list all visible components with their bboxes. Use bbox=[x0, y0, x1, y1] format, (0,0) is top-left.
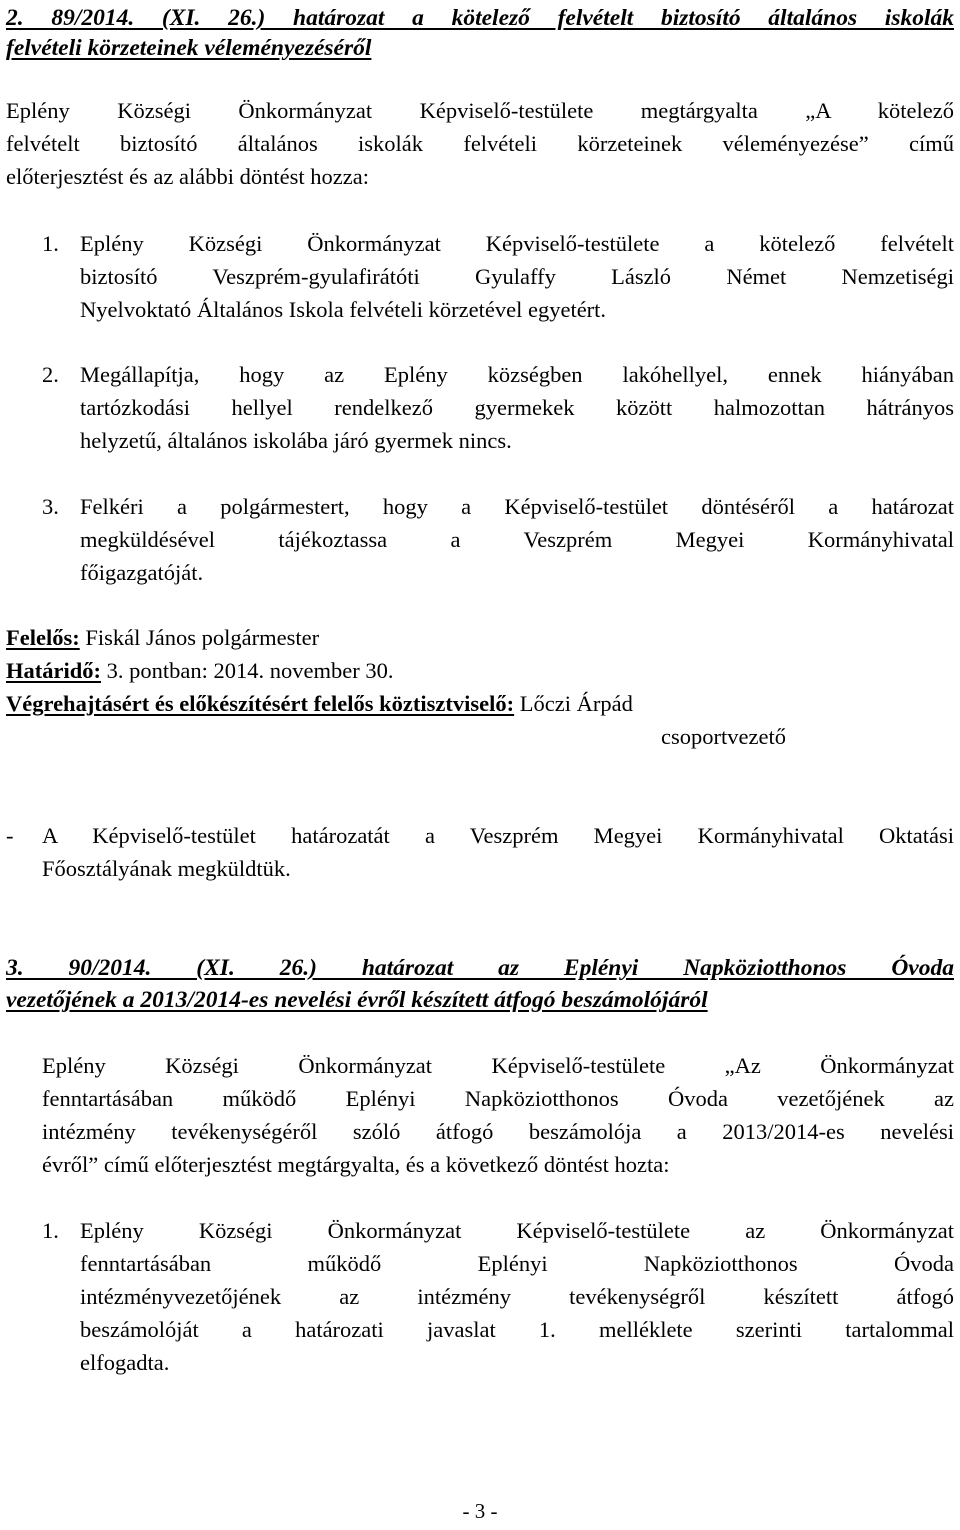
note-dash: - bbox=[6, 823, 14, 848]
resolution-90-item-1-line3: intézményvezetőjének az intézmény tevékenységről készített átfogó bbox=[80, 1284, 954, 1309]
note-line2: Főosztályának megküldtük. bbox=[42, 856, 291, 881]
official-label: Végrehajtásért és előkészítésért felelős köztisztviselő: bbox=[6, 691, 515, 716]
resolution-90-intro-line2: fenntartásában működő Eplényi Napköziotthonos Óvoda vezetőjének az bbox=[42, 1086, 954, 1111]
item-1-line2: biztosító Veszprém-gyulafirátóti Gyulaffy László Német Nemzetiségi bbox=[80, 264, 954, 289]
resolution-90-item-1-line2: fenntartásában működő Eplényi Napköziotthonos Óvoda bbox=[80, 1251, 954, 1276]
item-3-line3: főigazgatóját. bbox=[80, 560, 204, 585]
resolution-90-intro-line1: Eplény Községi Önkormányzat Képviselő-testülete „Az Önkormányzat bbox=[42, 1053, 954, 1078]
resolution-89-title-line2: felvételi körzeteinek véleményezéséről bbox=[6, 35, 372, 61]
item-1-number: 1. bbox=[42, 231, 59, 256]
item-2-number: 2. bbox=[42, 362, 59, 387]
resolution-89-intro-line1: Eplény Községi Önkormányzat Képviselő-testülete megtárgyalta „A kötelező bbox=[6, 98, 954, 123]
item-3-line1: Felkéri a polgármestert, hogy a Képviselő-testület döntéséről a határozat bbox=[80, 494, 954, 519]
page-number: - 3 - bbox=[462, 1499, 498, 1523]
resolution-90-intro-line4: évről” című előterjesztést megtárgyalta, és a következő döntést hozta: bbox=[42, 1152, 670, 1177]
item-2-line3: helyzetű, általános iskolába járó gyermek nincs. bbox=[80, 428, 512, 453]
deadline-label: Határidő: bbox=[6, 658, 101, 683]
resolution-90-title-line1: 3. 90/2014. (XI. 26.) határozat az Eplényi Napköziotthonos Óvoda bbox=[6, 955, 954, 981]
resolution-89-title-line1: 2. 89/2014. (XI. 26.) határozat a kötelező felvételt biztosító általános iskolák bbox=[6, 5, 954, 31]
responsible-row bbox=[6, 622, 319, 654]
official-value: Lőczi Árpád bbox=[514, 691, 633, 716]
item-1-line3: Nyelvoktató Általános Iskola felvételi körzetével egyetért. bbox=[80, 297, 607, 322]
resolution-90-intro-line3: intézmény tevékenységéről szóló átfogó beszámolója a 2013/2014-es nevelési bbox=[42, 1119, 954, 1144]
item-2-line2: tartózkodási hellyel rendelkező gyermekek között halmozottan hátrányos bbox=[80, 395, 954, 420]
resolution-89-intro-line2: felvételt biztosító általános iskolák felvételi körzeteinek véleményezése” című bbox=[6, 131, 954, 156]
resolution-90-item-1-line5: elfogadta. bbox=[80, 1350, 170, 1375]
resolution-90-item-1-number: 1. bbox=[42, 1218, 59, 1243]
resolution-90-item-1-line4: beszámolóját a határozati javaslat 1. melléklete szerinti tartalommal bbox=[80, 1317, 954, 1342]
resolution-90-title-line2: vezetőjének a 2013/2014-es nevelési évről készített átfogó beszámolójáról bbox=[6, 987, 708, 1013]
official-row bbox=[6, 688, 633, 720]
item-3-number: 3. bbox=[42, 494, 59, 519]
item-2-line1: Megállapítja, hogy az Eplény községben lakóhellyel, ennek hiányában bbox=[80, 362, 954, 387]
deadline-row bbox=[6, 655, 393, 687]
item-3-line2: megküldésével tájékoztassa a Veszprém Megyei Kormányhivatal bbox=[80, 527, 954, 552]
responsible-value: Fiskál János polgármester bbox=[79, 625, 320, 650]
note-line1: A Képviselő-testület határozatát a Veszprém Megyei Kormányhivatal Oktatási bbox=[42, 823, 954, 848]
responsible-label: Felelős: bbox=[6, 625, 80, 650]
resolution-90-item-1-line1: Eplény Községi Önkormányzat Képviselő-testülete az Önkormányzat bbox=[80, 1218, 954, 1243]
deadline-value: 3. pontban: 2014. november 30. bbox=[101, 658, 394, 683]
item-1-line1: Eplény Községi Önkormányzat Képviselő-testülete a kötelező felvételt bbox=[80, 231, 954, 256]
resolution-89-intro-line3: előterjesztést és az alábbi döntést hozza: bbox=[6, 164, 369, 189]
official-role: csoportvezető bbox=[661, 724, 786, 749]
